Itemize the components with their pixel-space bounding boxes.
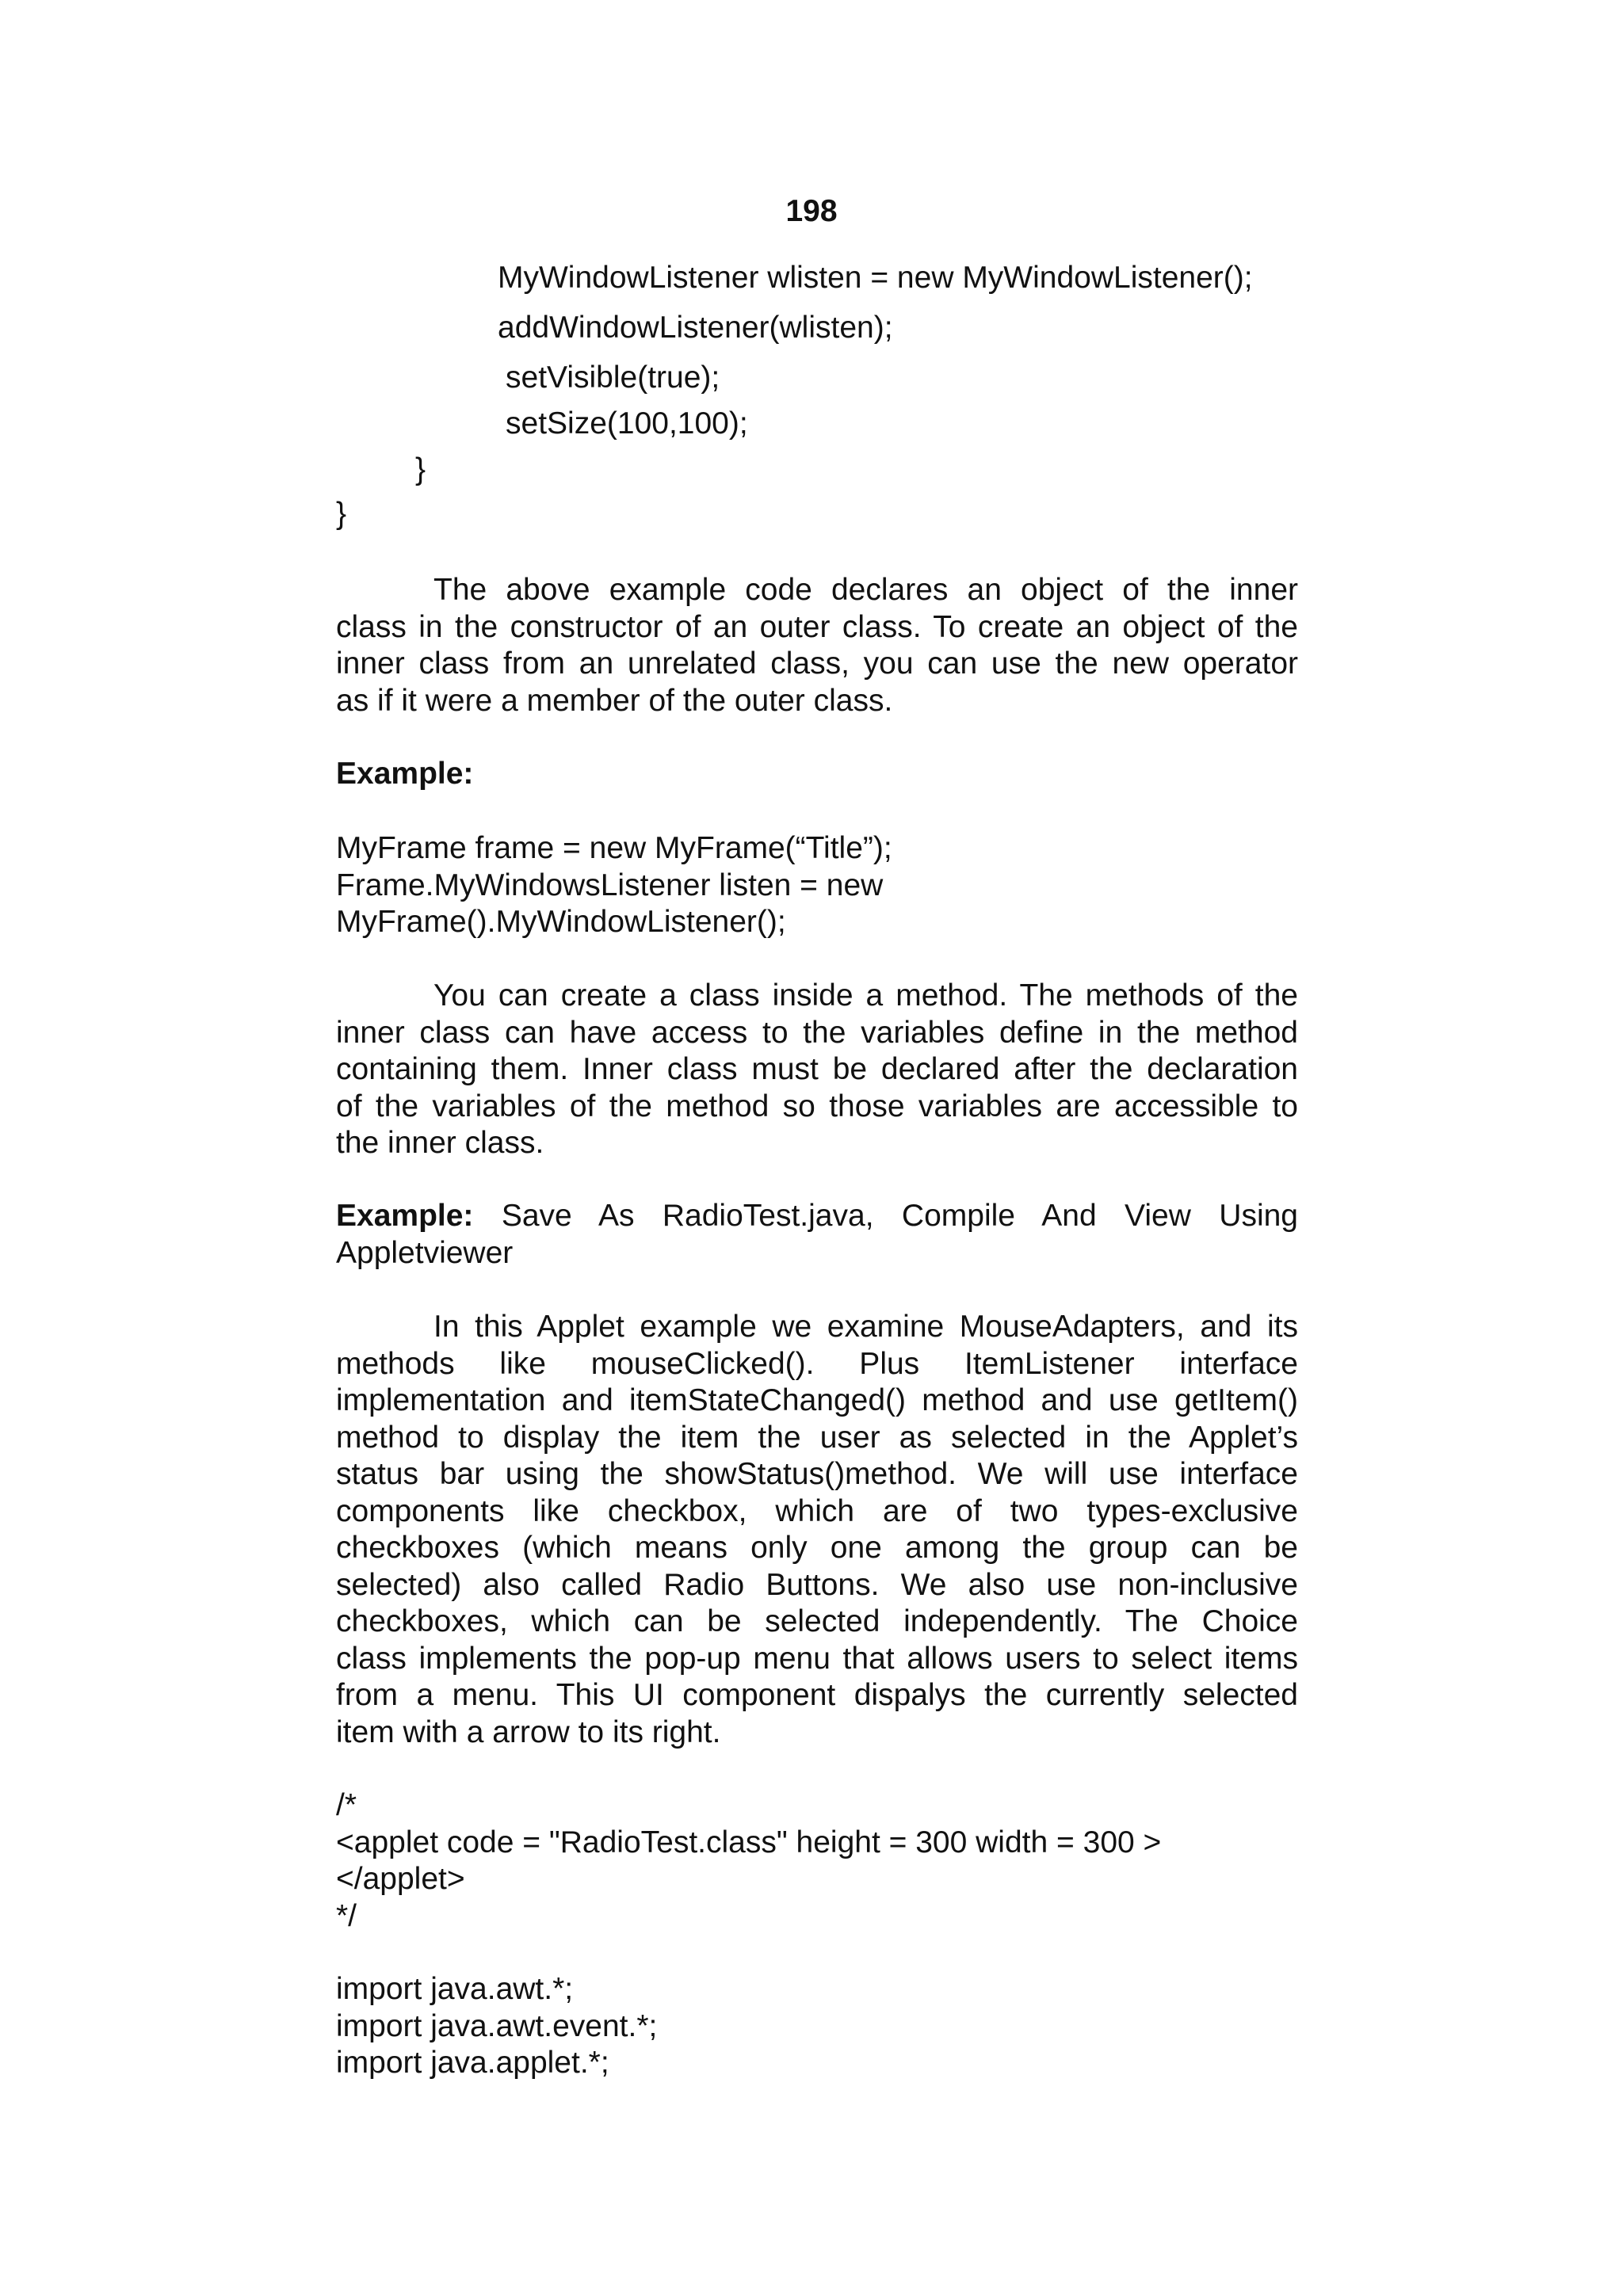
code-line-set-visible: setVisible(true);: [506, 360, 720, 395]
code-closing-brace-inner: }: [415, 452, 426, 486]
code-line: <applet code = "RadioTest.class" height = 300 width = 300 >: [336, 1825, 1162, 1859]
text-line: checkboxes (which means only one among the group can be: [336, 1531, 1298, 1565]
text-line: the inner class.: [336, 1126, 544, 1160]
paragraph-class-inside-method: [336, 978, 1298, 1162]
text-line: checkboxes, which can be selected independently. The Choice: [336, 1604, 1298, 1638]
text-line: inner class from an unrelated class, you can use the new operator: [336, 646, 1298, 681]
text-line: The above example code declares an object of the inner: [433, 573, 1298, 607]
code-line: /*: [336, 1788, 357, 1822]
text-line: containing them. Inner class must be declared after the declaration: [336, 1052, 1298, 1086]
text-line: as if it were a member of the outer class.: [336, 683, 893, 718]
example-description: Save As RadioTest.java, Compile And View Using: [473, 1199, 1298, 1233]
text-line: of the variables of the method so those variables are accessible to: [336, 1089, 1298, 1123]
example-label: Example:: [336, 1199, 474, 1233]
code-line-add-listener: addWindowListener(wlisten);: [498, 311, 893, 345]
code-line: import java.awt.*;: [336, 1972, 574, 2006]
imports-block: [336, 1971, 657, 2082]
applet-comment-block: [336, 1787, 1161, 1935]
code-line-set-size: setSize(100,100);: [506, 406, 748, 441]
text-line: inner class can have access to the variables define in the method: [336, 1015, 1298, 1050]
text-line: method to display the item the user as selected in the Applet’s: [336, 1420, 1298, 1455]
code-line: Frame.MyWindowsListener listen = new: [336, 868, 884, 902]
code-line: */: [336, 1898, 357, 1933]
example-radiotest-heading: [336, 1198, 1298, 1272]
text-line: class implements the pop-up menu that allows users to select items: [336, 1641, 1298, 1676]
text-line: from a menu. This UI component dispalys the currently selected: [336, 1678, 1298, 1712]
code-line: import java.applet.*;: [336, 2046, 609, 2080]
text-line: components like checkbox, which are of two types-exclusive: [336, 1493, 1298, 1528]
text-line: item with a arrow to its right.: [336, 1714, 721, 1749]
page-number: 198: [785, 194, 838, 228]
code-line: MyFrame frame = new MyFrame(“Title”);: [336, 831, 892, 865]
text-line: implementation and itemStateChanged() method and use getItem(): [336, 1383, 1298, 1417]
text-line: Appletviewer: [336, 1235, 514, 1270]
code-line: import java.awt.event.*;: [336, 2008, 658, 2043]
paragraph-inner-class-constructor: [336, 572, 1298, 719]
paragraph-applet-example: [336, 1309, 1298, 1751]
example-code-block: [336, 830, 892, 941]
text-line: methods like mouseClicked(). Plus ItemListener interface: [336, 1346, 1298, 1381]
code-line-window-listener: MyWindowListener wlisten = new MyWindowListener();: [498, 261, 1253, 295]
code-line: MyFrame().MyWindowListener();: [336, 905, 786, 939]
code-closing-brace-outer: }: [336, 497, 347, 531]
text-line: selected) also called Radio Buttons. We also use non-inclusive: [336, 1567, 1298, 1602]
code-line: </applet>: [336, 1862, 465, 1896]
text-line: [336, 1198, 1298, 1235]
text-line: You can create a class inside a method. The methods of the: [433, 978, 1298, 1013]
example-heading: Example:: [336, 757, 474, 791]
text-line: In this Applet example we examine MouseAdapters, and its: [433, 1310, 1298, 1344]
text-line: status bar using the showStatus()method. We will use interface: [336, 1457, 1298, 1491]
text-line: class in the constructor of an outer class. To create an object of the: [336, 609, 1298, 644]
